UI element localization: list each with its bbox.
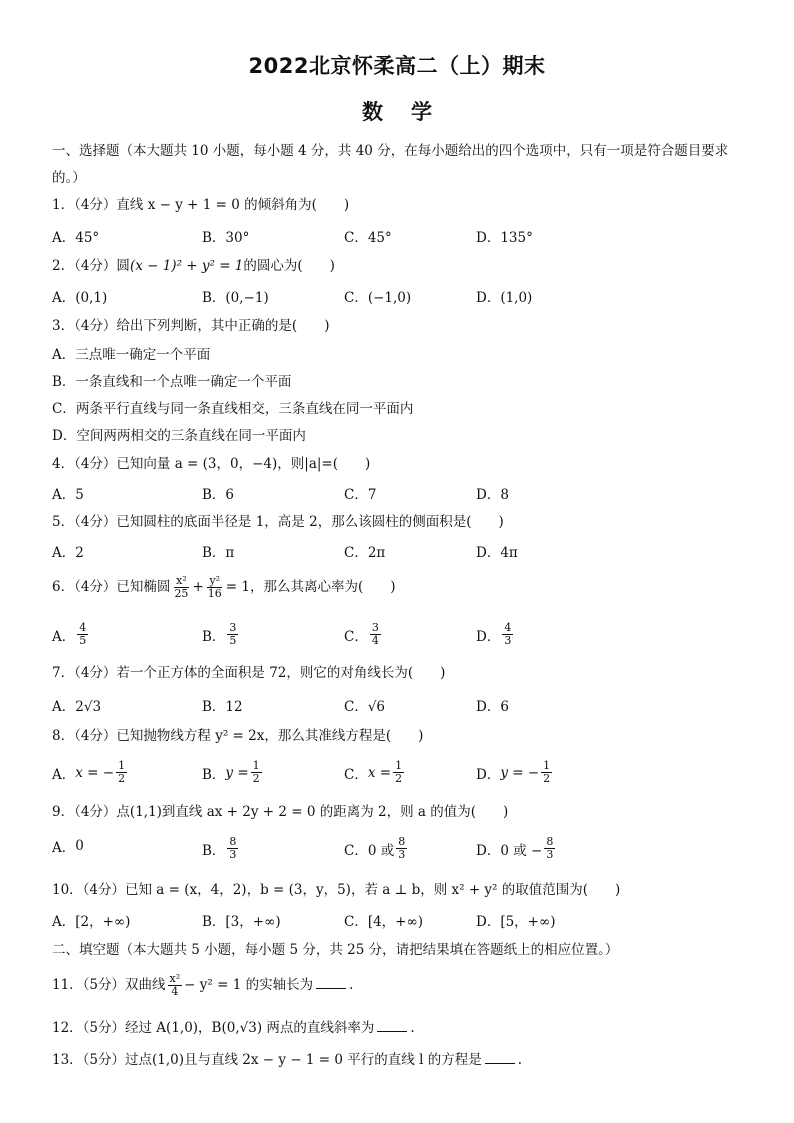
option-c: C．[4，+∞) [344, 914, 424, 930]
option-b: B．12 [202, 699, 243, 715]
option-d: D．(1,0) [476, 290, 533, 306]
option-a: A． $\frac{4}{5}$ [52, 621, 87, 647]
option-d: D．[5，+∞) [476, 914, 556, 930]
subject-title: 数学 [362, 100, 460, 124]
question-3-option-b: B．一条直线和一个点唯一确定一个平面 [52, 374, 292, 390]
answer-blank[interactable] [377, 1019, 407, 1032]
option-a: A． 0 [52, 838, 84, 856]
question-13-stem: 13．（5分）过点(1,0)且与直线 2x − y − 1 = 0 平行的直线 l 的方程是 . [52, 1052, 522, 1068]
option-b: B．π [202, 545, 235, 561]
question-1-options [52, 226, 742, 248]
question-1-stem: 1．（4分）直线 x − y + 1 = 0 的倾斜角为( ) [52, 197, 350, 213]
answer-blank[interactable] [485, 1051, 515, 1064]
question-5-stem: 5．（4分）已知圆柱的底面半径是 1，高是 2，那么该圆柱的侧面积是( ) [52, 514, 504, 530]
exam-title: 2022北京怀柔高二（上）期末 [248, 54, 546, 78]
question-11-stem: 11．（5分）双曲线 $\frac{\text{x²}}{4}$ − y² = 1 的实轴长为 . [52, 972, 354, 998]
question-4-stem: 4．（4分）已知向量 a = (3，0，−4)，则|a|=( ) [52, 456, 371, 472]
question-2-options [52, 286, 742, 308]
option-b: B． $\frac{3}{5}$ [202, 621, 237, 647]
question-4-options [52, 483, 742, 505]
option-a: A．(0,1) [52, 290, 108, 306]
question-7-stem: 7．（4分）若一个正方体的全面积是 72，则它的对角线长为( ) [52, 665, 446, 681]
question-9-options [52, 836, 742, 864]
option-a: A．5 [52, 487, 84, 503]
question-3-option-c: C．两条平行直线与同一条直线相交，三条直线在同一平面内 [52, 401, 414, 417]
option-b: B．[3，+∞) [202, 914, 281, 930]
option-a: A． x = − $\frac{1}{2}$ [52, 759, 126, 785]
option-c: C． 0 或 $\frac{8}{3}$ [344, 835, 406, 861]
section-2-heading: 二、填空题（本大题共 5 小题，每小题 5 分，共 25 分，请把结果填在答题纸上的相应位置。） [52, 942, 619, 958]
question-2-stem: 2．（4分）圆(x − 1)² + y² = 1的圆心为( ) [52, 258, 335, 274]
question-3-option-d: D．空间两两相交的三条直线在同一平面内 [52, 428, 306, 444]
option-d: D． 0 或 − $\frac{8}{3}$ [476, 835, 554, 861]
option-b: B．6 [202, 487, 235, 503]
option-b: B． y = $\frac{1}{2}$ [202, 759, 260, 785]
question-9-stem: 9．（4分）点(1,1)到直线 ax + 2y + 2 = 0 的距离为 2，则 a 的值为( ) [52, 804, 509, 820]
option-d: D．4π [476, 545, 518, 561]
option-a: A．2√3 [52, 699, 102, 715]
option-d: D． y = − $\frac{1}{2}$ [476, 759, 551, 785]
question-10-stem: 10．（4分）已知 a = (x，4，2)，b = (3，y，5)，若 a ⊥ b，则 x² + y² 的取值范围为( ) [52, 882, 621, 898]
circle-equation: (x − 1)² + y² = 1 [129, 258, 244, 274]
option-c: C．2π [344, 545, 386, 561]
question-3-option-a: A．三点唯一确定一个平面 [52, 347, 211, 363]
option-b: B．30° [202, 230, 250, 246]
option-d: D．8 [476, 487, 509, 503]
fraction: $\frac{\text{x²}}{4}$ [169, 972, 181, 998]
fraction: $\frac{\text{y²}}{16}$ [207, 574, 222, 600]
section-1-heading: 一、选择题（本大题共 10 小题，每小题 4 分，共 40 分，在每小题给出的四个选项中，只有一项是符合题目要求的。） [52, 143, 729, 186]
fraction: $\frac{\text{x²}}{25}$ [174, 574, 189, 600]
option-c: C．(−1,0) [344, 290, 412, 306]
question-7-options [52, 695, 742, 717]
option-a: A．[2，+∞) [52, 914, 131, 930]
option-c: C．√6 [344, 699, 386, 715]
option-d: D．6 [476, 699, 509, 715]
option-d: D． $\frac{4}{3}$ [476, 621, 512, 647]
option-b: B． $\frac{8}{3}$ [202, 835, 237, 861]
option-c: C． $\frac{3}{4}$ [344, 621, 379, 647]
option-a: A．45° [52, 230, 100, 246]
question-8-stem: 8．（4分）已知抛物线方程 y² = 2x，那么其准线方程是( ) [52, 728, 424, 744]
option-c: C．45° [344, 230, 392, 246]
question-5-options [52, 541, 742, 563]
question-3-stem: 3．（4分）给出下列判断，其中正确的是( ) [52, 318, 330, 334]
option-c: C．7 [344, 487, 377, 503]
question-6-options [52, 622, 742, 650]
option-b: B．(0,−1) [202, 290, 269, 306]
question-12-stem: 12．（5分）经过 A(1,0)，B(0,√3) 两点的直线斜率为 . [52, 1020, 415, 1036]
answer-blank[interactable] [316, 976, 346, 989]
question-6-stem: 6．（4分）已知椭圆 $\frac{\text{x²}}{25}$ + $\frac{\text{y²}}{16}$ = 1，那么其离心率为( ) [52, 574, 396, 600]
option-d: D．135° [476, 230, 533, 246]
question-8-options [52, 760, 742, 788]
question-10-options [52, 910, 742, 932]
option-a: A．2 [52, 545, 84, 561]
option-c: C． x = $\frac{1}{2}$ [344, 759, 403, 785]
